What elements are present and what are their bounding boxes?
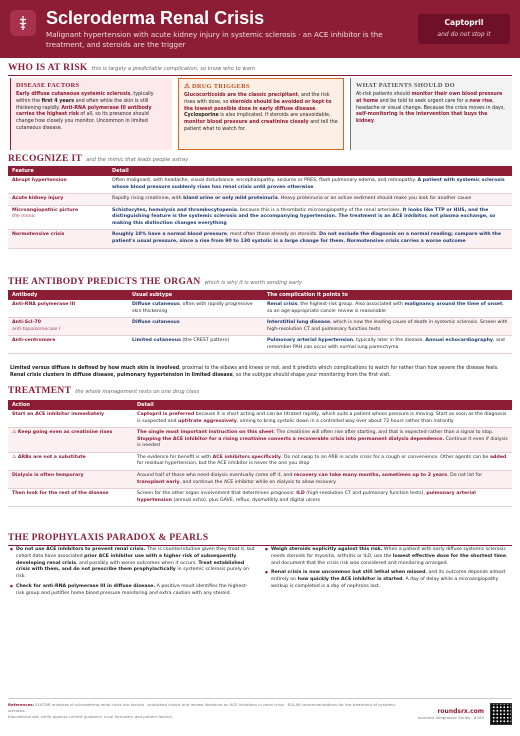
table-row: Normotensive crisis Roughly 10% have a normal blood pressure, most often those already on steroids. Do not exclude the diagnosis on a normal reading; compare with the patient's usual pressure, since a rise from 90 to 130 systolic is a large change for them. Normotensive crisis carries a worse outcome xyxy=(8,230,512,248)
antibody-heading-note: which is why it is worth sending early xyxy=(204,280,302,286)
table-row: ⚠ ARBs are not a substitute The evidence for benefit is with ACE inhibitors specifically. Do not swap to an ARB in acute crisis for a cough or convenience. Other agents can be added for residual hypertension, but the ACE inhibitor is never the one you drop xyxy=(8,452,512,470)
box-title: WHAT PATIENTS SHOULD DO xyxy=(356,82,455,89)
caduceus-icon xyxy=(10,10,36,36)
risk-heading-text: WHO IS AT RISK xyxy=(8,63,88,73)
patient-actions-box xyxy=(350,78,512,150)
disclaimer: Educational aid: verify against current guidance, local formulary and patient factors. xyxy=(8,713,173,719)
col-header: Detail xyxy=(133,400,512,410)
list-item: ● Weigh steroids explicitly against this risk. When a patient with early diffuse systemic sclerosis needs steroids for myositis, arthritis or ILD, use the lowest effective dose for the shortest time, and document that the crisis risk was considered and monitoring arranged. xyxy=(265,547,510,567)
warning-triangle-icon: ⚠ xyxy=(12,454,18,460)
table-row: Start an ACE inhibitor immediately Captopril is preferred because it is short acting and can be titrated rapidly, which suits a patient whose pressure is moving. Start as soon as the diagnosis is suspected and uptitrate aggressively, aiming to bring systolic down in a controlled way over about 72 hours rather than instantly xyxy=(8,410,512,428)
section-heading-recognize xyxy=(8,153,188,166)
col-header: Action xyxy=(8,400,133,410)
qr-code xyxy=(490,703,512,725)
site-link[interactable]: roundsrx.com xyxy=(437,708,484,715)
divider xyxy=(8,545,512,546)
treatment-table xyxy=(8,400,512,507)
antibody-heading-text: THE ANTIBODY PREDICTS THE ORGAN xyxy=(8,277,201,287)
references: References: EUSTAR analyses of scleroderma renal crisis risk factors · published cohort and review literature on ACE inhibitors in renal crisis · EULAR recommendations for the treatment of systemic sclerosis. xyxy=(8,702,396,713)
box-title: ⚠ DRUG TRIGGERS xyxy=(184,83,250,90)
list-item: ● Do not use ACE inhibitors to prevent renal crisis. This is counterintuitive given they treat it, but cohort data have associated prior ACE inhibitor use with a higher risk of subsequently developing renal crisis, and possibly with worse outcomes when it occurs. Treat established crisis with them, and do not prescribe them prophylactically in systemic sclerosis purely on risk. xyxy=(10,547,255,581)
treatment-heading-text: TREATMENT xyxy=(8,386,72,396)
pearls-list-left xyxy=(10,547,255,601)
warning-triangle-icon: ⚠ xyxy=(184,83,192,90)
pearls-heading-text: THE PROPHYLAXIS PARADOX & PEARLS xyxy=(8,533,209,543)
col-header: Usual subtype xyxy=(128,290,263,300)
section-heading-pearls xyxy=(8,532,209,545)
antibody-table xyxy=(8,290,512,354)
col-header: Antibody xyxy=(8,290,128,300)
list-item: ● Renal crisis is now uncommon but still lethal when missed, and its outcome depends almost entirely on how quickly the ACE inhibitor is started. A day of delay while a microangiopathy workup is completed is a day of nephrons lost. xyxy=(265,570,510,590)
col-header: Feature xyxy=(8,166,108,176)
badge-subtitle: and do not stop it xyxy=(437,30,491,38)
recognize-heading-text: RECOGNIZE IT xyxy=(8,154,83,164)
pearls-list-right xyxy=(265,547,510,594)
table-row: ⚠ Keep going even as creatinine rises The single most important instruction on this sheet. The creatinine will often rise after starting, and that is expected rather than a signal to stop. Stopping the ACE inhibitor for a rising creatinine converts a recoverable crisis into permanent dialysis dependence. Continue it even if dialysis is needed xyxy=(8,428,512,453)
box-text: Early diffuse cutaneous systemic sclerosis, typically within the first 4 years and often while the skin is still thickening rapidly. Anti-RNA polymerase III antibody carries the highest risk of all, so its presence should change how closely you monitor. Uncommon in limited cutaneous disease. xyxy=(16,92,154,132)
col-header: The complication it points to xyxy=(263,290,512,300)
recognize-heading-note: and the mimic that leads people astray xyxy=(86,157,189,163)
recognize-table xyxy=(8,166,512,249)
header-banner xyxy=(0,0,520,58)
disease-factors-box xyxy=(10,78,172,150)
list-item: ● Check for anti-RNA polymerase III in diffuse disease. A positive result identifies the highest-risk group and justifies home blood pressure monitoring and extra caution with any steroid. xyxy=(10,584,255,598)
box-text: At-risk patients should monitor their own blood pressure at home and be told to seek urgent care for a new rise, headache or visual change. Because the crisis moves in days, self-monitoring is the intervention that buys the kidney. xyxy=(356,92,505,125)
divider xyxy=(8,75,512,76)
treatment-heading-note: the whole management rests on one drug class xyxy=(75,389,200,395)
box-title: DISEASE FACTORS xyxy=(16,82,80,89)
table-row: Anti-Scl-70 anti-topoisomerase I Diffuse cutaneous Interstitial lung disease, which is now the leading cause of death in systemic sclerosis. Screen with high-resolution CT and pulmonary function tests xyxy=(8,318,512,336)
section-heading-risk xyxy=(8,62,255,75)
warning-triangle-icon: ⚠ xyxy=(12,430,18,436)
table-row: Acute kidney injury Rapidly rising creatinine, with bland urine or only mild proteinuria. Heavy proteinuria or an active sediment should make you look for another cause xyxy=(8,194,512,206)
badge-title: Captopril xyxy=(444,18,484,27)
table-row: Dialysis is often temporary Around half of those who need dialysis eventually come off it, and recovery can take many months, sometimes up to 2 years. Do not list for transplant early, and continue the ACE inhibitor while on dialysis to allow recovery xyxy=(8,471,512,489)
table-row: Abrupt hypertension Often malignant, with headache, visual disturbance, encephalopathy, seizures or PRES, flash pulmonary edema, and retinopathy. A patient with systemic sclerosis whose blood pressure suddenly rises has renal crisis until proven otherwise xyxy=(8,176,512,194)
box-text: Glucocorticoids are the classic precipitant, and the risk rises with dose, so steroids should be avoided or kept to the lowest possible dose in early diffuse disease. Cyclosporine is also implicated. If steroids are unavoidable, monitor blood pressure and creatinine closely and tell the patient what to watch for. xyxy=(184,93,338,133)
risk-heading-note: this is largely a predictable complication, so know who to warn xyxy=(91,66,256,72)
page-title: Scleroderma Renal Crisis xyxy=(46,8,265,28)
section-heading-antibody xyxy=(8,276,302,289)
table-row: Anti-RNA polymerase III Diffuse cutaneous, often with rapidly progressive skin thickening Renal crisis, the highest-risk group. Also associated with malignancy around the time of onset, so an age-appropriate cancer review is reasonable xyxy=(8,300,512,318)
section-heading-treatment xyxy=(8,385,199,398)
table-row: Microangiopathic picture the mimic Schistocytes, hemolysis and thrombocytopenia, because this is a thrombotic microangiopathy of the renal arterioles. It looks like TTP or HUS, and the distinguishing feature is the systemic sclerosis and the accompanying hypertension. The treatment is an ACE inhibitor, not plasma exchange, so making this distinction changes everything xyxy=(8,205,512,230)
footer xyxy=(8,698,512,720)
series-label: roundsrx Infographic Series · #165 xyxy=(417,715,484,720)
table-row: Then look for the rest of the disease Screen for the other organ involvement that determines prognosis: ILD (high-resolution CT and pulmonary function tests), pulmonary arterial hypertension (annual echo), plus GAVE, reflux, dysmotility and digital ulcers xyxy=(8,489,512,507)
page-subtitle: Malignant hypertension with acute kidney injury in systemic sclerosis · an ACE inhibitor is the treatment, and steroids are the trigger xyxy=(46,30,383,49)
drug-triggers-box xyxy=(178,78,344,150)
key-drug-badge xyxy=(418,14,510,44)
col-header: Detail xyxy=(108,166,512,176)
subtype-note: Limited versus diffuse is defined by how much skin is involved, proximal to the elbows and knees or not, and it predicts which complications to watch for rather than how severe the disease feels. Renal crisis clusters in diffuse disease, pulmonary hypertension in limited disease, so the subtype should shape your monitoring from the first visit. xyxy=(10,366,499,378)
table-row: Anti-centromere Limited cutaneous (the CREST pattern) Pulmonary arterial hypertension, typically later in the disease. Annual echocardiography, and remember PAH can occur with normal lung parenchyma xyxy=(8,336,512,354)
